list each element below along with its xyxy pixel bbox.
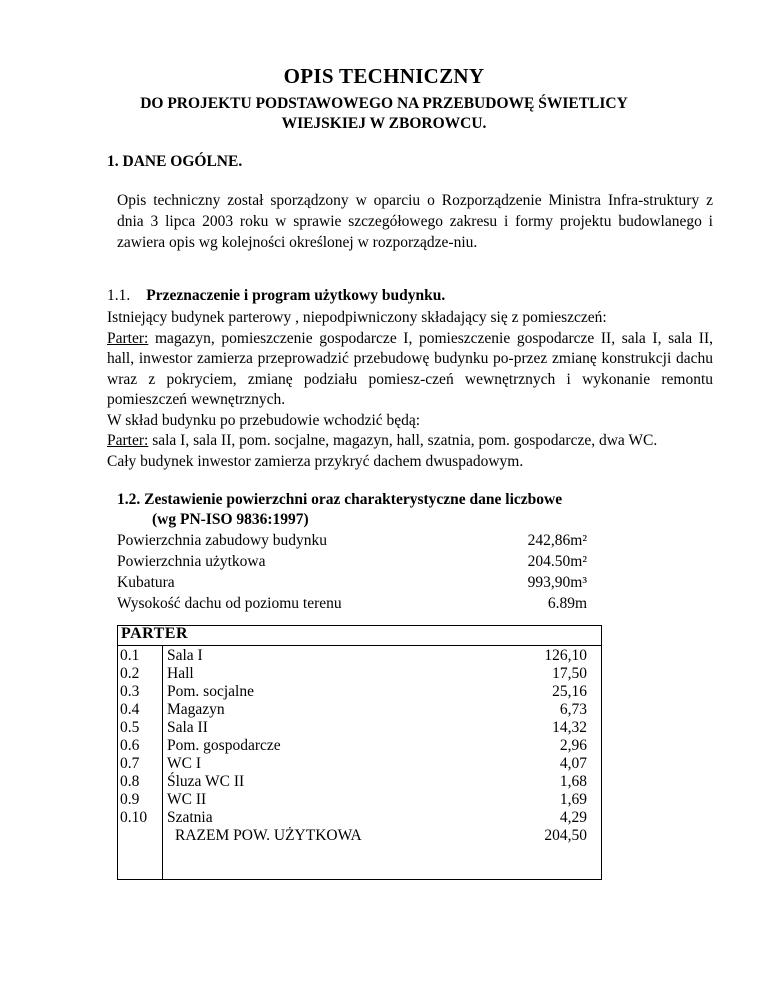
table-row: [118, 683, 601, 701]
room-number: 0.1: [120, 647, 140, 664]
room-area: 1,69: [559, 791, 587, 808]
section-1-1-body: [107, 308, 713, 472]
section-1-1-heading: [107, 287, 445, 305]
room-name: Śluza WC II: [167, 773, 245, 790]
room-area: 2,96: [559, 737, 587, 754]
intro-paragraph: Opis techniczny został sporządzony w oparciu o Rozporządzenie Ministra Infra-struktury z dnia 3 lipca 2003 roku w sprawie szczegółowego zakresu i formy projektu budowlanego i zawiera opis wg kolejności określonej w rozporządze-niu.: [117, 192, 713, 251]
room-number: 0.8: [120, 773, 140, 790]
room-number: 0.2: [120, 665, 140, 682]
stat-row: [117, 574, 587, 594]
stat-label: Wysokość dachu od poziomu terenu: [117, 595, 342, 612]
room-area: 4,29: [559, 809, 587, 826]
table-header-divider: [118, 645, 601, 646]
section-1-1-title: Przeznaczenie i program użytkowy budynku.: [146, 287, 446, 304]
parter-existing-paragraph: [107, 329, 713, 411]
room-number: 0.5: [120, 719, 140, 736]
stat-label: Kubatura: [117, 574, 175, 591]
room-area: 4,07: [559, 755, 587, 772]
stat-row: [117, 595, 587, 615]
room-name: Hall: [167, 665, 194, 682]
document-subtitle: [80, 94, 688, 134]
room-area: 1,68: [559, 773, 587, 790]
room-name: Sala II: [167, 719, 208, 736]
total-value: 204,50: [544, 827, 587, 844]
room-area: 17,50: [552, 665, 587, 682]
roof-line: Cały budynek inwestor zamierza przykryć dachem dwuspadowym.: [107, 452, 524, 470]
parter-label-after: Parter:: [107, 432, 149, 449]
table-total-row: [118, 827, 601, 845]
section-1-1-number: 1.1.: [107, 287, 131, 304]
room-name: Magazyn: [167, 701, 225, 718]
room-name: Szatnia: [167, 809, 213, 826]
section-1-2-heading: 1.2. Zestawienie powierzchni oraz charakterystyczne dane liczbowe: [117, 491, 563, 508]
room-number: 0.4: [120, 701, 140, 718]
section-1-heading: 1. DANE OGÓLNE.: [107, 153, 243, 170]
table-row: [118, 791, 601, 809]
table-row: [118, 809, 601, 827]
room-number: 0.6: [120, 737, 140, 754]
room-number: 0.10: [120, 809, 148, 826]
after-rebuild-line: W skład budynku po przebudowie wchodzić będą:: [107, 411, 421, 429]
room-area: 126,10: [544, 647, 587, 664]
total-label: RAZEM POW. UŻYTKOWA: [175, 827, 362, 844]
subtitle-line-1: DO PROJEKTU PODSTAWOWEGO NA PRZEBUDOWĘ ŚWIETLICY: [140, 95, 628, 112]
table-row: [118, 647, 601, 665]
section-1-2-subheading: (wg PN-ISO 9836:1997): [152, 511, 309, 528]
table-row: [118, 755, 601, 773]
table-row: [118, 737, 601, 755]
room-area: 25,16: [552, 683, 587, 700]
stat-value: 242,86m²: [527, 532, 587, 549]
table-row: [118, 773, 601, 791]
area-table: [117, 625, 602, 880]
room-name: Pom. socjalne: [167, 683, 254, 700]
room-name: WC II: [167, 791, 207, 808]
parter-after-text: sala I, sala II, pom. socjalne, magazyn, hall, szatnia, pom. gospodarcze, dwa WC.: [148, 432, 658, 449]
room-number: 0.7: [120, 755, 140, 772]
room-name: Pom. gospodarcze: [167, 737, 281, 754]
parter-label: Parter:: [107, 329, 149, 347]
table-row: [118, 701, 601, 719]
room-name: WC I: [167, 755, 202, 772]
room-number: 0.9: [120, 791, 140, 808]
table-row: [118, 665, 601, 683]
stat-row: [117, 553, 587, 573]
stat-row: [117, 532, 587, 552]
table-header: PARTER: [121, 625, 189, 642]
subtitle-line-2: WIEJSKIEJ W ZBOROWCU.: [281, 115, 487, 132]
room-area: 14,32: [552, 719, 587, 736]
room-number: 0.3: [120, 683, 140, 700]
stat-value: 993,90m³: [527, 574, 587, 591]
stat-value: 204.50m²: [527, 553, 587, 570]
stat-label: Powierzchnia użytkowa: [117, 553, 266, 570]
room-name: Sala I: [167, 647, 203, 664]
stat-label: Powierzchnia zabudowy budynku: [117, 532, 328, 549]
parter-after-paragraph: [107, 431, 713, 452]
room-area: 6,73: [559, 701, 587, 718]
table-row: [118, 719, 601, 737]
stat-value: 6.89m: [547, 595, 587, 612]
existing-building-line: Istniejący budynek parterowy , niepodpiwniczony składający się z pomieszczeń:: [107, 309, 607, 326]
document-title: OPIS TECHNICZNY: [283, 64, 485, 88]
parter-existing-text: magazyn, pomieszczenie gospodarcze I, pomieszczenie gospodarcze II, sala I, sala II, hall, inwestor zamierza przeprowadzić przebudowę budynku po-przez zmianę konstrukcji dachu wraz z pokryciem, zmianę podziału pomiesz-czeń wewnętrznych i wykonanie remontu pomieszczeń wewnętrznych.: [107, 329, 713, 408]
